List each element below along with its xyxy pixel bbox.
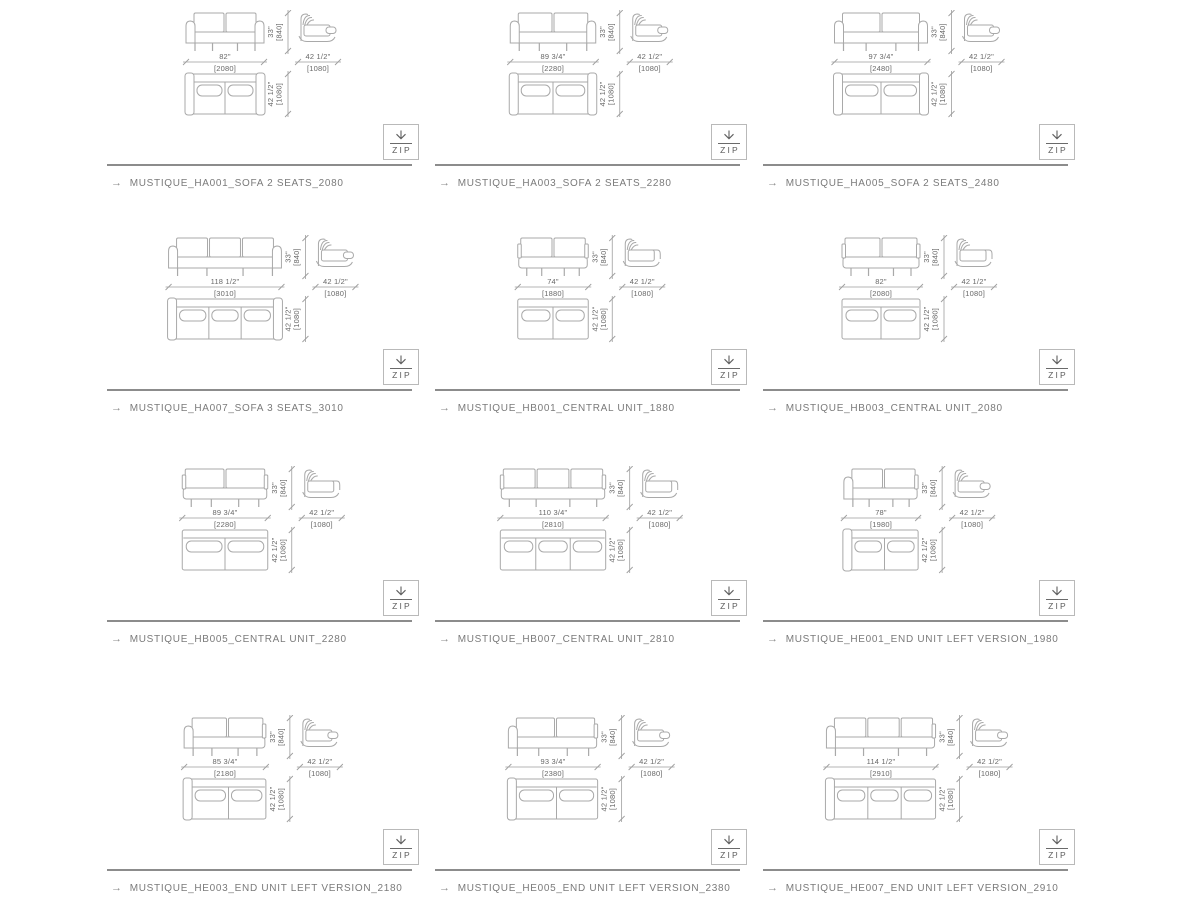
download-arrow-icon xyxy=(721,355,737,367)
product-link[interactable] xyxy=(435,882,740,895)
download-arrow-icon xyxy=(393,586,409,598)
zip-row xyxy=(435,829,747,865)
product-link[interactable] xyxy=(763,633,1068,646)
product-link[interactable] xyxy=(435,633,740,646)
divider xyxy=(763,164,1068,166)
svg-text:33": 33" xyxy=(283,251,293,263)
svg-text:42 1/2": 42 1/2" xyxy=(959,508,985,517)
product-name: MUSTIQUE_HE001_END UNIT LEFT VERSION_1980 xyxy=(785,634,1059,645)
zip-row xyxy=(435,124,747,160)
divider xyxy=(763,869,1068,871)
svg-text:[2910]: [2910] xyxy=(869,769,893,778)
zip-label: ZIP xyxy=(392,369,412,380)
download-tray-line xyxy=(718,368,740,369)
svg-text:[1080]: [1080] xyxy=(978,769,1001,778)
svg-text:89 3/4": 89 3/4" xyxy=(540,52,566,61)
download-tray-line xyxy=(718,599,740,600)
svg-text:42 1/2": 42 1/2" xyxy=(929,81,939,107)
divider xyxy=(435,164,740,166)
svg-text:[2810]: [2810] xyxy=(541,520,565,529)
zip-download-button[interactable] xyxy=(1039,829,1075,865)
zip-download-button[interactable] xyxy=(383,580,419,616)
zip-label: ZIP xyxy=(720,144,740,155)
zip-download-button[interactable] xyxy=(711,124,747,160)
zip-row xyxy=(763,349,1075,385)
svg-text:[1080]: [1080] xyxy=(306,64,330,73)
product-name: MUSTIQUE_HA003_SOFA 2 SEATS_2280 xyxy=(457,178,672,189)
product-name: MUSTIQUE_HB003_CENTRAL UNIT_2080 xyxy=(785,403,1003,414)
product-name: MUSTIQUE_HA005_SOFA 2 SEATS_2480 xyxy=(785,178,1000,189)
technical-drawing xyxy=(435,715,740,823)
zip-label: ZIP xyxy=(1048,600,1068,611)
zip-download-button[interactable] xyxy=(711,580,747,616)
zip-label: ZIP xyxy=(720,369,740,380)
download-tray-line xyxy=(1046,599,1068,600)
svg-text:33": 33" xyxy=(597,26,607,38)
product-grid xyxy=(107,0,1068,895)
download-arrow-icon xyxy=(721,130,737,142)
technical-drawing xyxy=(763,466,1068,574)
arrow-icon: → xyxy=(439,882,451,894)
svg-text:[1880]: [1880] xyxy=(541,289,565,298)
svg-text:[1080]: [1080] xyxy=(930,307,940,331)
svg-text:42 1/2": 42 1/2" xyxy=(937,786,947,812)
svg-text:42 1/2": 42 1/2" xyxy=(266,81,275,107)
svg-text:[1080]: [1080] xyxy=(608,787,618,811)
svg-text:42 1/2": 42 1/2" xyxy=(269,537,279,563)
technical-drawing xyxy=(107,10,412,118)
svg-text:[1080]: [1080] xyxy=(616,538,626,562)
zip-label: ZIP xyxy=(1048,144,1068,155)
download-arrow-icon xyxy=(1049,586,1065,598)
svg-text:33": 33" xyxy=(590,251,600,263)
svg-text:[840]: [840] xyxy=(930,248,940,266)
svg-text:[1080]: [1080] xyxy=(308,769,331,778)
svg-text:[2380]: [2380] xyxy=(541,769,565,778)
zip-row xyxy=(107,829,419,865)
download-arrow-icon xyxy=(393,835,409,847)
svg-text:[2080]: [2080] xyxy=(869,289,893,298)
svg-text:42 1/2": 42 1/2" xyxy=(920,537,930,563)
divider xyxy=(435,389,740,391)
product-card xyxy=(763,646,1068,895)
svg-text:33": 33" xyxy=(267,731,277,743)
product-link[interactable] xyxy=(107,402,412,415)
svg-text:[840]: [840] xyxy=(598,248,608,266)
svg-text:[1080]: [1080] xyxy=(310,520,333,529)
product-card xyxy=(107,0,412,190)
svg-text:[840]: [840] xyxy=(276,728,286,746)
svg-text:33": 33" xyxy=(929,26,939,38)
svg-text:[2280]: [2280] xyxy=(213,520,237,529)
divider xyxy=(107,869,412,871)
product-card xyxy=(763,190,1068,415)
svg-text:42 1/2": 42 1/2" xyxy=(977,757,1003,766)
svg-text:[1080]: [1080] xyxy=(970,64,993,73)
svg-text:[1980]: [1980] xyxy=(869,520,893,529)
product-card xyxy=(107,190,412,415)
download-tray-line xyxy=(1046,368,1068,369)
divider xyxy=(763,620,1068,622)
download-arrow-icon xyxy=(393,355,409,367)
svg-text:[840]: [840] xyxy=(278,479,288,497)
product-name: MUSTIQUE_HB005_CENTRAL UNIT_2280 xyxy=(129,634,347,645)
svg-text:42 1/2": 42 1/2" xyxy=(307,757,333,766)
svg-text:42 1/2": 42 1/2" xyxy=(267,786,277,812)
product-card xyxy=(435,415,740,646)
svg-text:82": 82" xyxy=(219,52,231,61)
technical-drawing xyxy=(107,715,412,823)
product-link[interactable] xyxy=(435,177,740,190)
download-tray-line xyxy=(718,143,740,144)
technical-drawing xyxy=(435,466,740,574)
svg-text:78": 78" xyxy=(875,508,887,517)
download-arrow-icon xyxy=(1049,130,1065,142)
svg-text:33": 33" xyxy=(599,731,609,743)
arrow-icon: → xyxy=(111,177,123,189)
zip-row xyxy=(107,580,419,616)
zip-row xyxy=(435,580,747,616)
zip-download-button[interactable] xyxy=(1039,124,1075,160)
product-card xyxy=(435,0,740,190)
product-name: MUSTIQUE_HB001_CENTRAL UNIT_1880 xyxy=(457,403,675,414)
svg-text:118 1/2": 118 1/2" xyxy=(210,277,240,286)
svg-text:42 1/2": 42 1/2" xyxy=(961,277,987,286)
svg-text:42 1/2": 42 1/2" xyxy=(969,52,994,61)
zip-label: ZIP xyxy=(392,600,412,611)
download-tray-line xyxy=(390,368,412,369)
zip-row xyxy=(107,124,419,160)
zip-label: ZIP xyxy=(392,144,412,155)
download-tray-line xyxy=(390,143,412,144)
product-card xyxy=(107,415,412,646)
technical-drawing xyxy=(435,235,740,343)
zip-download-button[interactable] xyxy=(1039,349,1075,385)
svg-text:[1080]: [1080] xyxy=(631,289,654,298)
product-card xyxy=(107,646,412,895)
svg-text:33": 33" xyxy=(937,731,947,743)
divider xyxy=(107,620,412,622)
svg-text:42 1/2": 42 1/2" xyxy=(922,306,931,332)
zip-row xyxy=(763,829,1075,865)
svg-text:42 1/2": 42 1/2" xyxy=(309,508,335,517)
svg-text:[2180]: [2180] xyxy=(213,769,237,778)
svg-text:42 1/2": 42 1/2" xyxy=(647,508,673,517)
download-arrow-icon xyxy=(1049,835,1065,847)
arrow-icon: → xyxy=(111,882,123,894)
svg-text:74": 74" xyxy=(547,277,559,286)
product-link[interactable] xyxy=(107,177,412,190)
product-link[interactable] xyxy=(435,402,740,415)
product-card xyxy=(763,0,1068,190)
product-name: MUSTIQUE_HE005_END UNIT LEFT VERSION_2380 xyxy=(457,883,731,894)
svg-text:[840]: [840] xyxy=(606,23,616,41)
svg-text:85 3/4": 85 3/4" xyxy=(212,757,238,766)
technical-drawing xyxy=(763,10,1068,118)
svg-text:[1080]: [1080] xyxy=(274,82,284,106)
svg-text:[1080]: [1080] xyxy=(946,787,956,811)
technical-drawing xyxy=(763,715,1068,823)
svg-text:42 1/2": 42 1/2" xyxy=(599,786,609,812)
product-name: MUSTIQUE_HA001_SOFA 2 SEATS_2080 xyxy=(129,178,344,189)
product-name: MUSTIQUE_HE007_END UNIT LEFT VERSION_2910 xyxy=(785,883,1059,894)
technical-drawing xyxy=(107,235,412,343)
zip-row xyxy=(763,124,1075,160)
download-arrow-icon xyxy=(721,586,737,598)
svg-text:42 1/2": 42 1/2" xyxy=(590,306,600,332)
download-tray-line xyxy=(1046,143,1068,144)
download-arrow-icon xyxy=(393,130,409,142)
zip-row xyxy=(435,349,747,385)
svg-text:[840]: [840] xyxy=(928,479,938,497)
svg-text:[2480]: [2480] xyxy=(869,64,893,73)
svg-text:[1080]: [1080] xyxy=(291,307,301,331)
svg-text:97 3/4": 97 3/4" xyxy=(868,52,894,61)
product-card xyxy=(435,646,740,895)
svg-text:33": 33" xyxy=(269,482,279,494)
zip-download-button[interactable] xyxy=(383,829,419,865)
product-card xyxy=(435,190,740,415)
svg-text:33": 33" xyxy=(920,482,930,494)
svg-text:[840]: [840] xyxy=(938,23,947,41)
svg-text:[3010]: [3010] xyxy=(213,289,237,298)
svg-text:[1080]: [1080] xyxy=(276,787,286,811)
download-tray-line xyxy=(718,848,740,849)
svg-text:[1080]: [1080] xyxy=(928,538,938,562)
arrow-icon: → xyxy=(439,402,451,414)
svg-text:[1080]: [1080] xyxy=(962,289,986,298)
zip-download-button[interactable] xyxy=(383,124,419,160)
svg-text:42 1/2": 42 1/2" xyxy=(597,81,607,107)
svg-text:33": 33" xyxy=(266,26,275,38)
svg-text:42 1/2": 42 1/2" xyxy=(607,537,617,563)
svg-text:42 1/2": 42 1/2" xyxy=(305,52,331,61)
svg-text:[1080]: [1080] xyxy=(598,307,608,331)
svg-text:[1080]: [1080] xyxy=(648,520,671,529)
zip-label: ZIP xyxy=(392,849,412,860)
svg-text:[1080]: [1080] xyxy=(938,82,947,106)
product-name: MUSTIQUE_HB007_CENTRAL UNIT_2810 xyxy=(457,634,675,645)
zip-label: ZIP xyxy=(1048,369,1068,380)
product-link[interactable] xyxy=(763,177,1068,190)
svg-text:42 1/2": 42 1/2" xyxy=(283,306,293,332)
svg-text:114 1/2": 114 1/2" xyxy=(866,757,896,766)
svg-text:93 3/4": 93 3/4" xyxy=(540,757,566,766)
product-link[interactable] xyxy=(763,402,1068,415)
product-link[interactable] xyxy=(107,882,412,895)
download-arrow-icon xyxy=(721,835,737,847)
product-name: MUSTIQUE_HE003_END UNIT LEFT VERSION_2180 xyxy=(129,883,403,894)
divider xyxy=(435,620,740,622)
svg-text:42 1/2": 42 1/2" xyxy=(629,277,655,286)
divider xyxy=(763,389,1068,391)
divider xyxy=(435,869,740,871)
zip-download-button[interactable] xyxy=(711,829,747,865)
zip-label: ZIP xyxy=(720,600,740,611)
svg-text:33": 33" xyxy=(607,482,617,494)
product-name: MUSTIQUE_HA007_SOFA 3 SEATS_3010 xyxy=(129,403,344,414)
svg-text:110 3/4": 110 3/4" xyxy=(538,508,568,517)
product-link[interactable] xyxy=(107,633,412,646)
arrow-icon: → xyxy=(439,177,451,189)
zip-download-button[interactable] xyxy=(711,349,747,385)
zip-row xyxy=(763,580,1075,616)
svg-text:[2080]: [2080] xyxy=(213,64,237,73)
download-tray-line xyxy=(390,599,412,600)
svg-text:[840]: [840] xyxy=(616,479,626,497)
technical-drawing xyxy=(435,10,740,118)
zip-row xyxy=(107,349,419,385)
arrow-icon: → xyxy=(767,177,779,189)
svg-text:[1080]: [1080] xyxy=(278,538,288,562)
technical-drawing xyxy=(763,235,1068,343)
download-tray-line xyxy=(390,848,412,849)
svg-text:[840]: [840] xyxy=(946,728,956,746)
svg-text:[1080]: [1080] xyxy=(324,289,347,298)
svg-text:[840]: [840] xyxy=(608,728,618,746)
download-arrow-icon xyxy=(1049,355,1065,367)
svg-text:[840]: [840] xyxy=(274,23,284,41)
svg-text:[2280]: [2280] xyxy=(541,64,565,73)
svg-text:42 1/2": 42 1/2" xyxy=(637,52,663,61)
svg-text:42 1/2": 42 1/2" xyxy=(322,277,348,286)
arrow-icon: → xyxy=(439,633,451,645)
arrow-icon: → xyxy=(111,402,123,414)
svg-text:82": 82" xyxy=(875,277,887,286)
svg-text:[840]: [840] xyxy=(291,248,301,266)
svg-text:42 1/2": 42 1/2" xyxy=(639,757,665,766)
product-link[interactable] xyxy=(763,882,1068,895)
divider xyxy=(107,389,412,391)
zip-download-button[interactable] xyxy=(1039,580,1075,616)
svg-text:[1080]: [1080] xyxy=(606,82,616,106)
zip-label: ZIP xyxy=(1048,849,1068,860)
divider xyxy=(107,164,412,166)
arrow-icon: → xyxy=(767,882,779,894)
svg-text:[1080]: [1080] xyxy=(961,520,984,529)
svg-text:89 3/4": 89 3/4" xyxy=(212,508,238,517)
svg-text:[1080]: [1080] xyxy=(640,769,663,778)
zip-label: ZIP xyxy=(720,849,740,860)
svg-text:33": 33" xyxy=(922,251,931,263)
arrow-icon: → xyxy=(767,633,779,645)
svg-text:[1080]: [1080] xyxy=(638,64,661,73)
arrow-icon: → xyxy=(767,402,779,414)
technical-drawing xyxy=(107,466,412,574)
download-tray-line xyxy=(1046,848,1068,849)
arrow-icon: → xyxy=(111,633,123,645)
zip-download-button[interactable] xyxy=(383,349,419,385)
product-card xyxy=(763,415,1068,646)
